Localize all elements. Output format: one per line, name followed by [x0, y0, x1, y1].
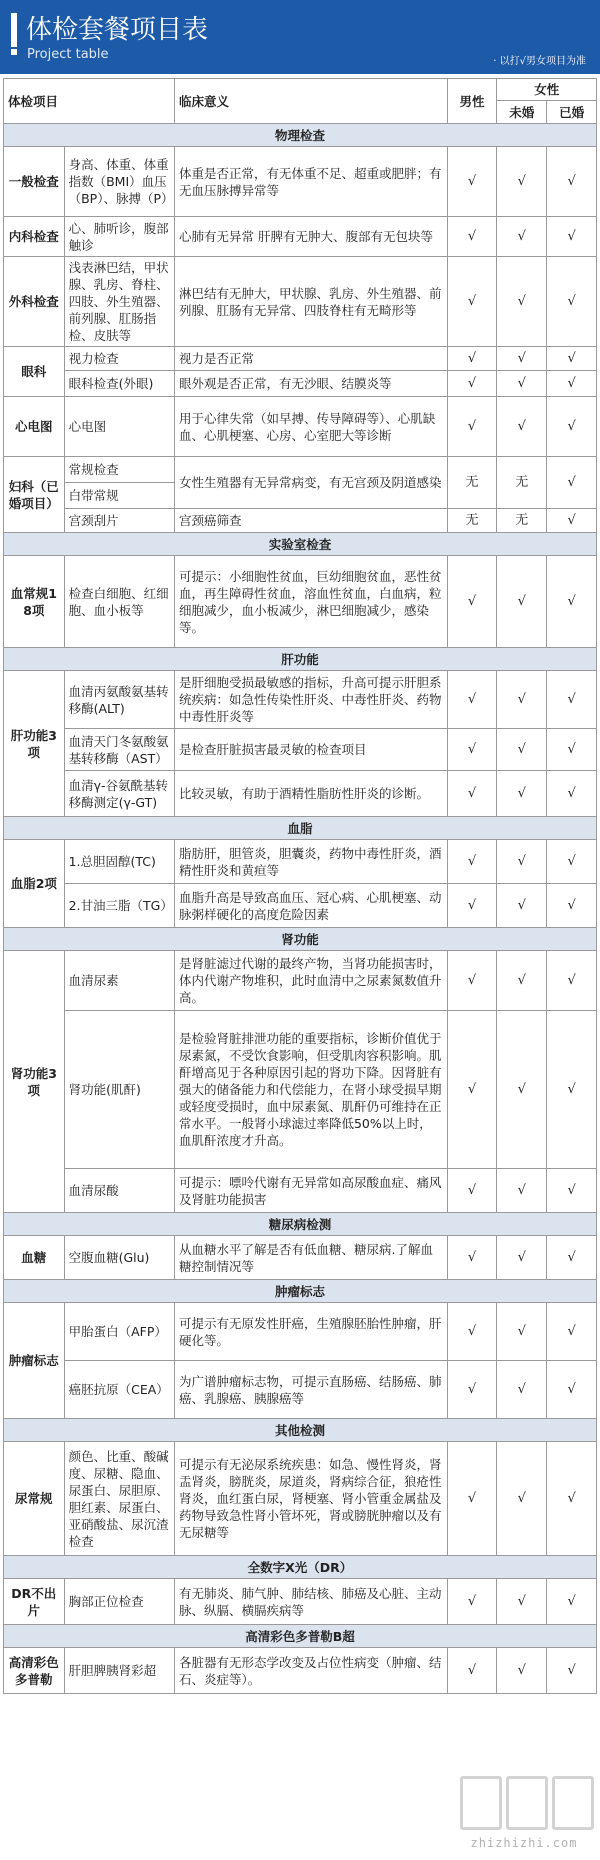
unmarried-mark: √ [497, 347, 547, 371]
row-category: 高清彩色多普勒 [4, 1648, 65, 1694]
table-header-row [4, 79, 597, 101]
married-mark: √ [547, 1361, 597, 1419]
unmarried-mark: √ [497, 147, 547, 217]
section-title: 高清彩色多普勒B超 [4, 1625, 597, 1648]
row-subitem: 常规检查 [64, 457, 174, 483]
table-row [4, 347, 597, 371]
section-row [4, 817, 597, 840]
col-unmarried: 未婚 [497, 101, 547, 124]
row-subitem: 白带常规 [64, 483, 174, 509]
row-category: 尿常规 [4, 1442, 65, 1556]
row-meaning: 视力是否正常 [174, 347, 447, 371]
married-mark: √ [547, 771, 597, 817]
title-mark-icon [11, 13, 17, 47]
table-row [4, 729, 597, 771]
row-meaning: 可提示：嘌呤代谢有无异常如高尿酸血症、痛风及肾脏功能损害 [174, 1169, 447, 1213]
male-mark: √ [447, 1169, 497, 1213]
section-title: 实验室检查 [4, 533, 597, 556]
male-mark: √ [447, 397, 497, 457]
row-category: 内科检查 [4, 217, 65, 257]
section-row [4, 533, 597, 556]
married-mark: √ [547, 257, 597, 347]
page-subtitle: Project table [27, 47, 109, 62]
watermark-glyph-icon [460, 1776, 502, 1830]
unmarried-mark: √ [497, 257, 547, 347]
row-subitem: 肾功能(肌酐) [64, 1011, 174, 1169]
section-title: 血脂 [4, 817, 597, 840]
table-row [4, 457, 597, 483]
unmarried-mark: √ [497, 217, 547, 257]
male-mark: √ [447, 347, 497, 371]
married-mark: √ [547, 457, 597, 509]
table-row [4, 217, 597, 257]
table-row [4, 371, 597, 397]
row-subitem: 血清γ-谷氨酰基转移酶测定(γ-GT) [64, 771, 174, 817]
row-meaning: 脂肪肝，胆管炎，胆囊炎，药物中毒性肝炎，酒精性肝炎和黄疸等 [174, 840, 447, 884]
male-mark: √ [447, 1011, 497, 1169]
row-category: 肝功能3项 [4, 671, 65, 817]
watermark-glyph-icon [506, 1776, 548, 1830]
married-mark: √ [547, 217, 597, 257]
section-title: 肝功能 [4, 648, 597, 671]
male-mark: 无 [447, 457, 497, 509]
row-meaning: 为广谱肿瘤标志物，可提示直肠癌、结肠癌、肺癌、乳腺癌、胰腺癌等 [174, 1361, 447, 1419]
row-subitem: 身高、体重、体重指数（BMI）血压（BP）、脉搏（P） [64, 147, 174, 217]
married-mark: √ [547, 1648, 597, 1694]
table-row [4, 771, 597, 817]
col-male: 男性 [447, 79, 497, 124]
married-mark: √ [547, 1579, 597, 1625]
married-mark: √ [547, 729, 597, 771]
male-mark: √ [447, 1303, 497, 1361]
section-row [4, 124, 597, 147]
male-mark: 无 [447, 509, 497, 533]
col-female: 女性 [497, 79, 597, 101]
row-subitem: 肝胆脾胰肾彩超 [64, 1648, 174, 1694]
married-mark: √ [547, 1169, 597, 1213]
male-mark: √ [447, 371, 497, 397]
table-row [4, 1442, 597, 1556]
row-subitem: 甲胎蛋白（AFP） [64, 1303, 174, 1361]
unmarried-mark: √ [497, 1303, 547, 1361]
table-row [4, 1303, 597, 1361]
row-subitem: 1.总胆固醇(TC) [64, 840, 174, 884]
unmarried-mark: √ [497, 1648, 547, 1694]
row-meaning: 女性生殖器有无异常病变，有无宫颈及阴道感染 [174, 457, 447, 509]
row-subitem: 视力检查 [64, 347, 174, 371]
section-row [4, 1213, 597, 1236]
row-category: 眼科 [4, 347, 65, 397]
male-mark: √ [447, 257, 497, 347]
row-meaning: 可提示有无原发性肝癌，生殖腺胚胎性肿瘤，肝硬化等。 [174, 1303, 447, 1361]
row-subitem: 心、肺听诊，腹部触诊 [64, 217, 174, 257]
row-subitem: 血清尿素 [64, 951, 174, 1011]
header-banner [0, 0, 600, 74]
table-row [4, 257, 597, 347]
row-meaning: 心肺有无异常 肝脾有无肿大、腹部有无包块等 [174, 217, 447, 257]
section-title: 糖尿病检测 [4, 1213, 597, 1236]
male-mark: √ [447, 1648, 497, 1694]
table-row [4, 509, 597, 533]
header-note: · 以打√男女项目为准 [493, 56, 586, 67]
row-category: 妇科（已婚项目） [4, 457, 65, 533]
married-mark: √ [547, 1303, 597, 1361]
row-subitem: 颜色、比重、酸碱度、尿糖、隐血、尿蛋白、尿胆原、胆红素、尿蛋白、亚硝酸盐、尿沉渣检查 [64, 1442, 174, 1556]
table-row [4, 671, 597, 729]
row-category: 血常规18项 [4, 556, 65, 648]
male-mark: √ [447, 1579, 497, 1625]
unmarried-mark: √ [497, 771, 547, 817]
table-row [4, 556, 597, 648]
row-meaning: 可提示：小细胞性贫血，巨幼细胞贫血，恶性贫血，再生障碍性贫血，溶血性贫血，白血病，粒细胞减少，血小板减少，淋巴细胞减少，感染等。 [174, 556, 447, 648]
unmarried-mark: √ [497, 729, 547, 771]
married-mark: √ [547, 397, 597, 457]
watermark [454, 1768, 594, 1858]
watermark-glyph-icon [552, 1776, 594, 1830]
row-subitem: 2.甘油三脂（TG） [64, 884, 174, 928]
table-row [4, 1169, 597, 1213]
row-category: 肾功能3项 [4, 951, 65, 1213]
table-row [4, 1361, 597, 1419]
male-mark: √ [447, 217, 497, 257]
unmarried-mark: √ [497, 1361, 547, 1419]
row-meaning: 血脂升高是导致高血压、冠心病、心肌梗塞、动脉粥样硬化的高度危险因素 [174, 884, 447, 928]
section-row [4, 1625, 597, 1648]
section-row [4, 928, 597, 951]
row-meaning: 是检查肝脏损害最灵敏的检查项目 [174, 729, 447, 771]
row-meaning: 各脏器有无形态学改变及占位性病变（肿瘤、结石、炎症等）。 [174, 1648, 447, 1694]
section-title: 其他检测 [4, 1419, 597, 1442]
table-row [4, 884, 597, 928]
row-category: 一般检查 [4, 147, 65, 217]
male-mark: √ [447, 840, 497, 884]
male-mark: √ [447, 729, 497, 771]
row-category: 外科检查 [4, 257, 65, 347]
married-mark: √ [547, 1442, 597, 1556]
watermark-text: zhizhizhi.com [470, 1836, 578, 1850]
section-row [4, 648, 597, 671]
row-meaning: 宫颈癌筛查 [174, 509, 447, 533]
page-title: 体检套餐项目表 [26, 15, 209, 45]
unmarried-mark: √ [497, 951, 547, 1011]
married-mark: √ [547, 671, 597, 729]
male-mark: √ [447, 1442, 497, 1556]
married-mark: √ [547, 884, 597, 928]
row-category: 血脂2项 [4, 840, 65, 928]
row-subitem: 血清天门冬氨酸氨基转移酶（AST） [64, 729, 174, 771]
row-category: 心电图 [4, 397, 65, 457]
row-subitem: 检查白细胞、红细胞、血小板等 [64, 556, 174, 648]
row-meaning: 是肾脏滤过代谢的最终产物，当肾功能损害时，体内代谢产物堆积，此时血清中之尿素氮数值升高。 [174, 951, 447, 1011]
row-meaning: 有无肺炎、肺气肿、肺结核、肺癌及心脏、主动脉、纵膈、横膈疾病等 [174, 1579, 447, 1625]
col-married: 已婚 [547, 101, 597, 124]
row-subitem: 胸部正位检查 [64, 1579, 174, 1625]
table-row [4, 1648, 597, 1694]
married-mark: √ [547, 371, 597, 397]
row-subitem: 癌胚抗原（CEA） [64, 1361, 174, 1419]
section-title: 肾功能 [4, 928, 597, 951]
row-meaning: 可提示有无泌尿系统疾患：如急、慢性肾炎，肾盂肾炎，膀胱炎，尿道炎，肾病综合征，狼疮性肾炎，血红蛋白尿，肾梗塞、肾小管重金属盐及药物导致急性肾小管坏死，肾或膀胱肿瘤以及有无尿糖等 [174, 1442, 447, 1556]
table-row [4, 1011, 597, 1169]
table-row [4, 147, 597, 217]
married-mark: √ [547, 840, 597, 884]
male-mark: √ [447, 951, 497, 1011]
male-mark: √ [447, 771, 497, 817]
table-row [4, 951, 597, 1011]
unmarried-mark: √ [497, 1579, 547, 1625]
project-table [3, 78, 597, 1694]
section-row [4, 1556, 597, 1579]
male-mark: √ [447, 1236, 497, 1280]
row-meaning: 眼外观是否正常，有无沙眼、结膜炎等 [174, 371, 447, 397]
section-title: 肿瘤标志 [4, 1280, 597, 1303]
row-meaning: 比较灵敏，有助于酒精性脂肪性肝炎的诊断。 [174, 771, 447, 817]
male-mark: √ [447, 147, 497, 217]
unmarried-mark: √ [497, 1236, 547, 1280]
row-meaning: 用于心律失常（如早搏、传导障碍等）、心肌缺血、心肌梗塞、心房、心室肥大等诊断 [174, 397, 447, 457]
section-row [4, 1419, 597, 1442]
unmarried-mark: √ [497, 371, 547, 397]
married-mark: √ [547, 147, 597, 217]
row-meaning: 淋巴结有无肿大，甲状腺、乳房、外生殖器、前列腺、肛肠有无异常、四肢脊柱有无畸形等 [174, 257, 447, 347]
male-mark: √ [447, 1361, 497, 1419]
row-category: 血糖 [4, 1236, 65, 1280]
unmarried-mark: √ [497, 671, 547, 729]
col-meaning: 临床意义 [174, 79, 447, 124]
married-mark: √ [547, 1011, 597, 1169]
table-row [4, 1579, 597, 1625]
row-subitem: 宫颈刮片 [64, 509, 174, 533]
row-subitem: 心电图 [64, 397, 174, 457]
section-title: 物理检查 [4, 124, 597, 147]
married-mark: √ [547, 1236, 597, 1280]
married-mark: √ [547, 347, 597, 371]
married-mark: √ [547, 556, 597, 648]
row-subitem: 浅表淋巴结，甲状腺、乳房、脊柱、四肢、外生殖器、前列腺、肛肠指检、皮肤等 [64, 257, 174, 347]
table-row [4, 397, 597, 457]
unmarried-mark: √ [497, 1169, 547, 1213]
unmarried-mark: √ [497, 840, 547, 884]
row-subitem: 血清丙氨酸氨基转移酶(ALT) [64, 671, 174, 729]
married-mark: √ [547, 951, 597, 1011]
unmarried-mark: √ [497, 1011, 547, 1169]
row-subitem: 空腹血糖(Glu) [64, 1236, 174, 1280]
unmarried-mark: √ [497, 556, 547, 648]
row-meaning: 是肝细胞受损最敏感的指标，升高可提示肝胆系统疾病：如急性传染性肝炎、中毒性肝炎、药物中毒性肝炎等 [174, 671, 447, 729]
row-meaning: 是检验肾脏排泄功能的重要指标，诊断价值优于尿素氮，不受饮食影响，但受肌肉容积影响。肌酐增高见于各种原因引起的肾功下降。因肾脏有强大的储备能力和代偿能力，在肾小球受损早期或轻度受损时，血中尿素氮、肌酐仍可维持在正常水平。一般肾小球滤过率降低50%以上时，血肌酐浓度才升高。 [174, 1011, 447, 1169]
male-mark: √ [447, 671, 497, 729]
row-subitem: 眼科检查(外眼) [64, 371, 174, 397]
table-row [4, 840, 597, 884]
row-subitem: 血清尿酸 [64, 1169, 174, 1213]
unmarried-mark: √ [497, 397, 547, 457]
male-mark: √ [447, 884, 497, 928]
male-mark: √ [447, 556, 497, 648]
unmarried-mark: √ [497, 1442, 547, 1556]
unmarried-mark: √ [497, 884, 547, 928]
unmarried-mark: 无 [497, 457, 547, 509]
row-meaning: 从血糖水平了解是否有低血糖、糖尿病.了解血糖控制情况等 [174, 1236, 447, 1280]
unmarried-mark: 无 [497, 509, 547, 533]
table-row [4, 1236, 597, 1280]
section-title: 全数字X光（DR） [4, 1556, 597, 1579]
section-row [4, 1280, 597, 1303]
row-category: 肿瘤标志 [4, 1303, 65, 1419]
row-meaning: 体重是否正常，有无体重不足、超重或肥胖；有无血压脉搏异常等 [174, 147, 447, 217]
married-mark: √ [547, 509, 597, 533]
col-item: 体检项目 [4, 79, 175, 124]
row-category: DR不出片 [4, 1579, 65, 1625]
